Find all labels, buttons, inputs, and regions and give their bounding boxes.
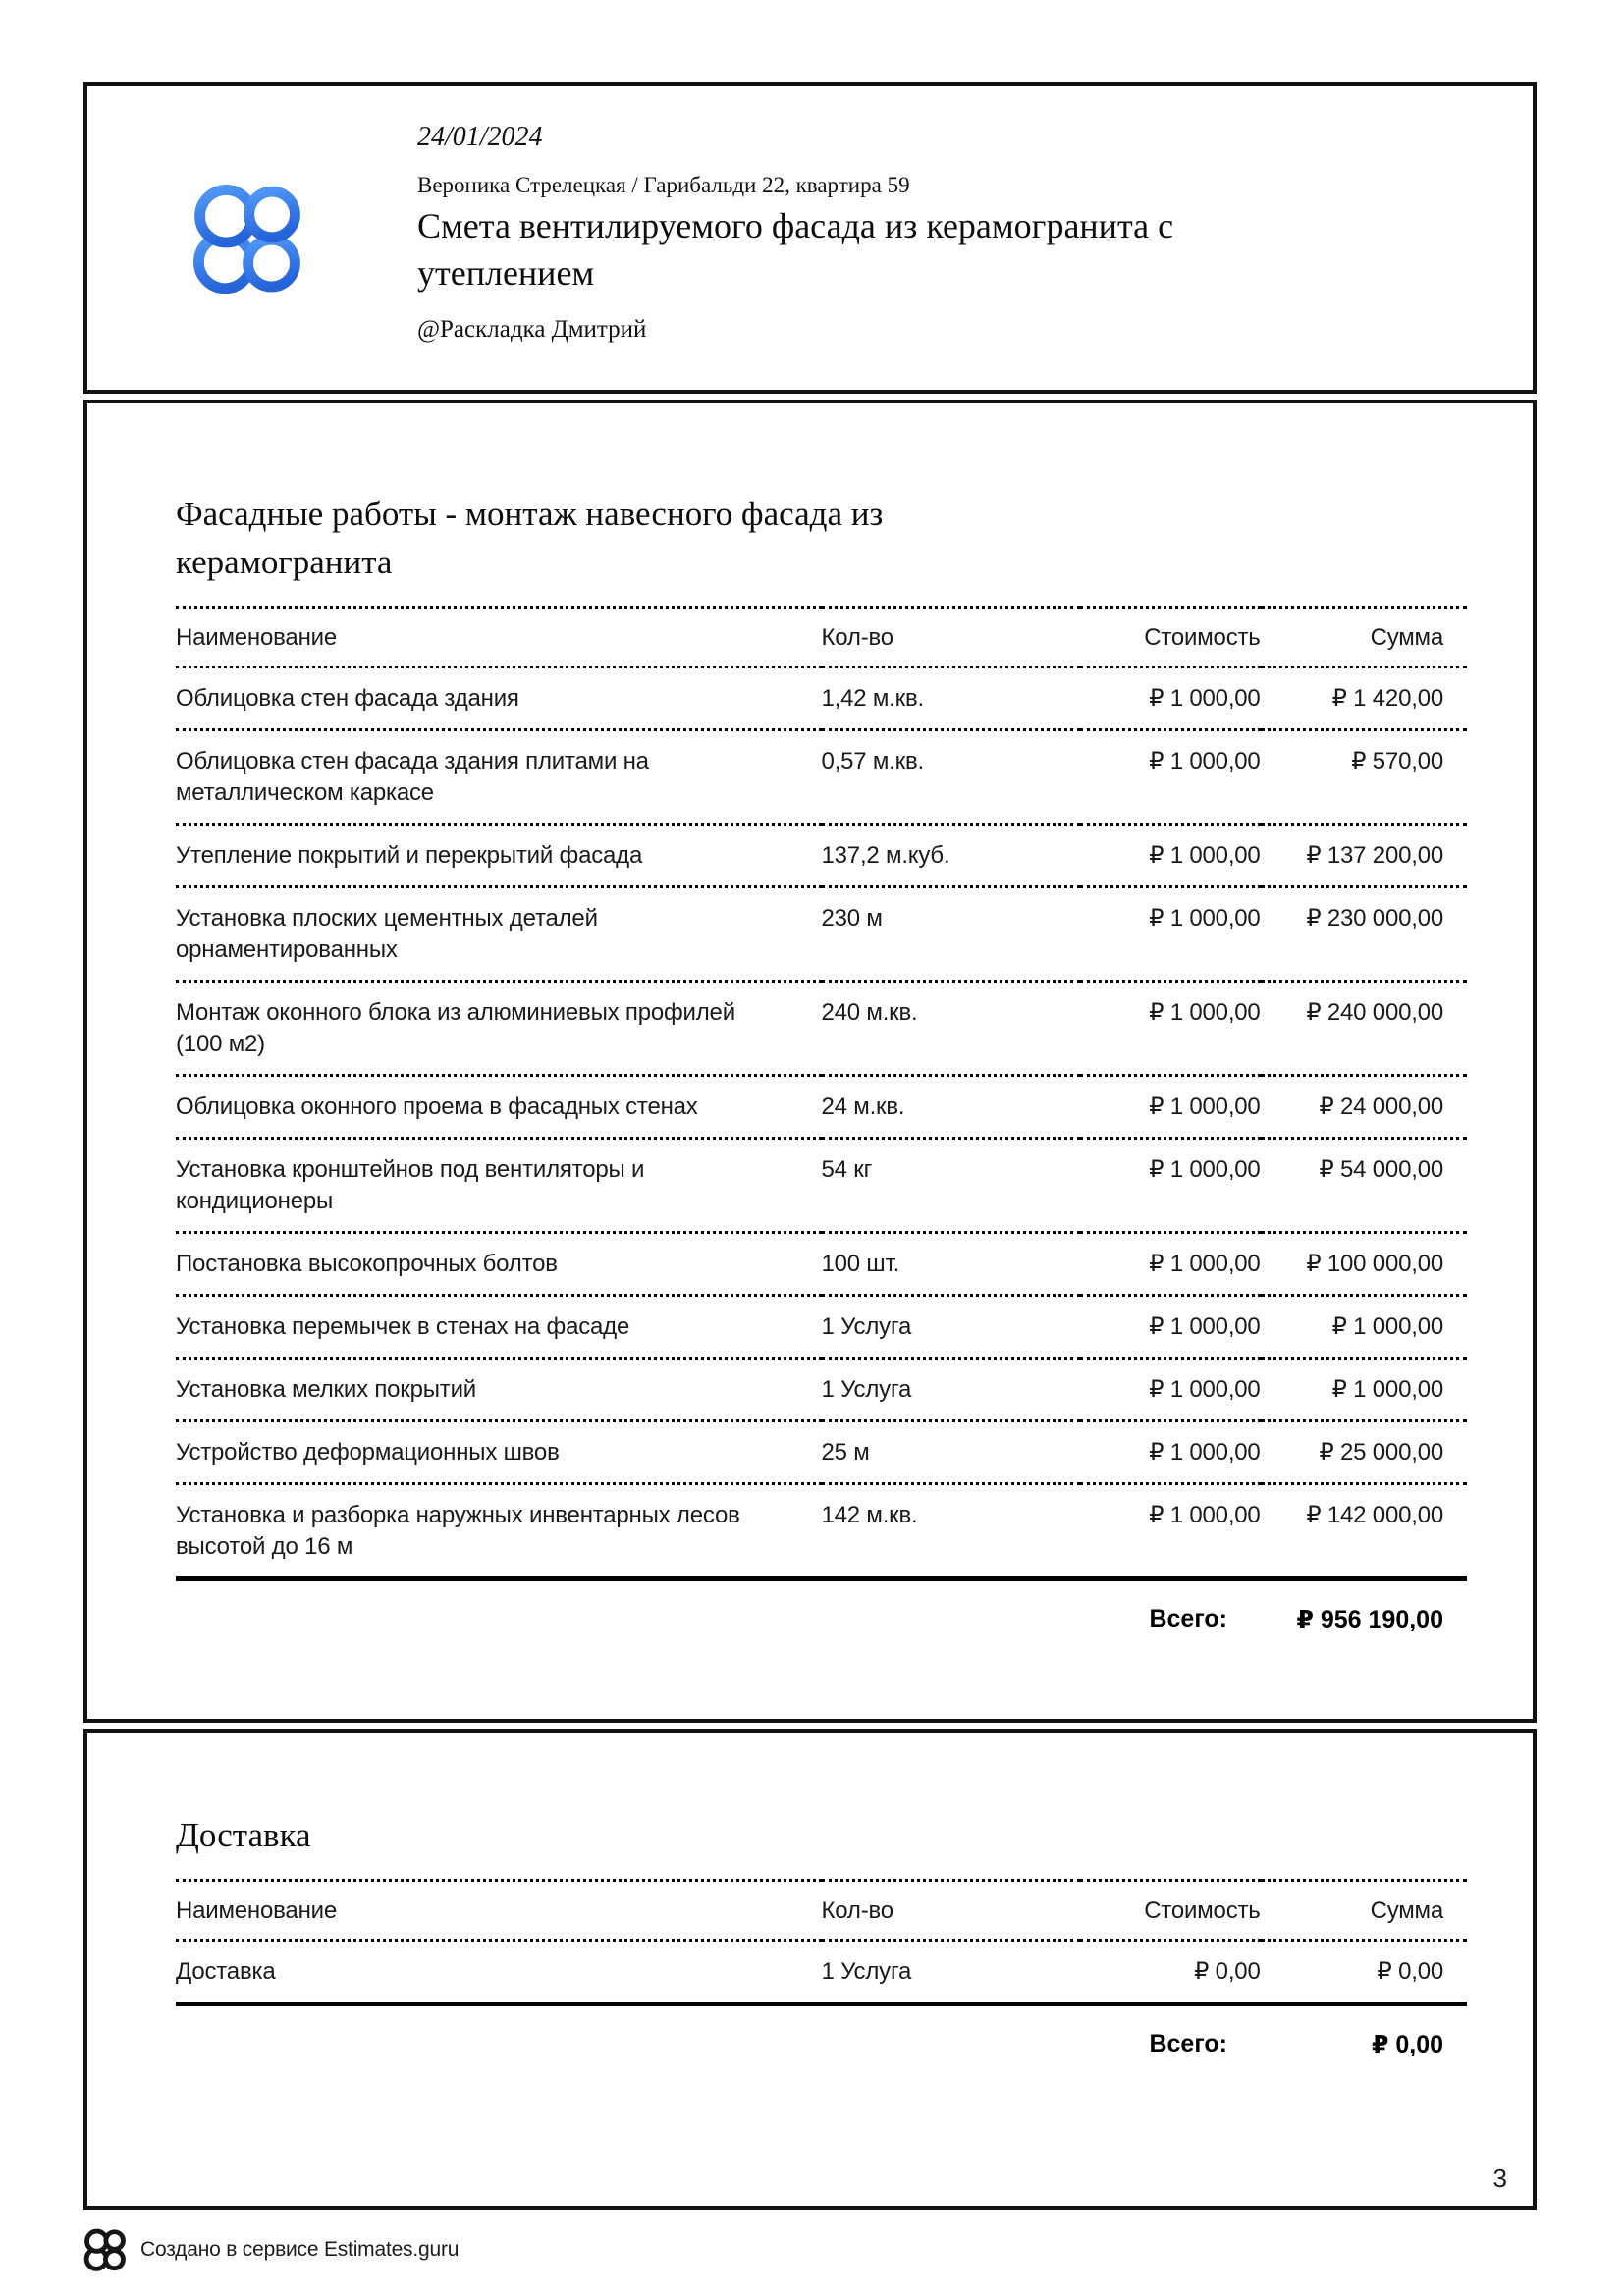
table-cell: ₽ 1 000,00 <box>1080 1076 1261 1139</box>
table-cell: ₽ 1 000,00 <box>1080 1139 1261 1233</box>
section-heading: Доставка <box>176 1816 311 1854</box>
table-row <box>176 1484 1467 1579</box>
table-header-row <box>176 1881 1467 1941</box>
table-cell: Установка мелких покрытий <box>176 1359 822 1421</box>
header-box <box>83 82 1537 394</box>
table-cell: 230 м <box>822 887 1080 982</box>
table-row <box>176 1233 1467 1296</box>
section-heading: Фасадные работы - монтаж навесного фасада из керамогранита <box>176 495 884 581</box>
table-cell: 142 м.кв. <box>822 1484 1080 1579</box>
estimates-guru-footer-logo-icon <box>83 2228 127 2271</box>
document-title: Смета вентилируемого фасада из керамогранита с утеплением <box>417 206 1174 293</box>
table-cell: ₽ 570,00 <box>1261 730 1467 825</box>
table-cell: ₽ 100 000,00 <box>1261 1233 1467 1296</box>
table-cell: ₽ 1 000,00 <box>1080 667 1261 730</box>
column-header: Стоимость <box>1080 608 1261 667</box>
table-cell: 137,2 м.куб. <box>822 825 1080 887</box>
table-cell: ₽ 1 000,00 <box>1261 1359 1467 1421</box>
items-table <box>176 606 1467 1581</box>
table-cell: ₽ 25 000,00 <box>1261 1421 1467 1484</box>
table-row <box>176 1076 1467 1139</box>
total-label: Всего: <box>1149 2030 1227 2057</box>
table-row <box>176 825 1467 887</box>
column-header: Сумма <box>1261 1881 1467 1941</box>
table-cell: ₽ 24 000,00 <box>1261 1076 1467 1139</box>
table-row <box>176 1296 1467 1359</box>
table-cell: 1 Услуга <box>822 1941 1080 2004</box>
table-cell: Постановка высокопрочных болтов <box>176 1233 822 1296</box>
table-cell: 24 м.кв. <box>822 1076 1080 1139</box>
table-cell: ₽ 1 000,00 <box>1080 825 1261 887</box>
column-header: Кол-во <box>822 608 1080 667</box>
table-row <box>176 982 1467 1076</box>
table-cell: Облицовка стен фасада здания плитами на металлическом каркасе <box>176 730 822 825</box>
table-cell: ₽ 1 000,00 <box>1080 1233 1261 1296</box>
footer-credit: Создано в сервисе Estimates.guru <box>140 2238 460 2261</box>
table-cell: Установка и разборка наружных инвентарных лесов высотой до 16 м <box>176 1484 822 1579</box>
table-header-row <box>176 608 1467 667</box>
estimates-guru-logo-icon <box>191 183 303 294</box>
total-value: ₽ 0,00 <box>1372 2031 1443 2058</box>
table-cell: ₽ 1 000,00 <box>1080 982 1261 1076</box>
table-cell: ₽ 1 000,00 <box>1080 730 1261 825</box>
column-header: Стоимость <box>1080 1881 1261 1941</box>
items-table <box>176 1879 1467 2006</box>
table-cell: Доставка <box>176 1941 822 2004</box>
column-header: Сумма <box>1261 608 1467 667</box>
client-line: Вероника Стрелецкая / Гарибальди 22, квартира 59 <box>417 173 910 197</box>
table-row <box>176 1359 1467 1421</box>
table-cell: 54 кг <box>822 1139 1080 1233</box>
total-value: ₽ 956 190,00 <box>1296 1606 1443 1633</box>
totals-row <box>176 1605 1467 1634</box>
table-cell: ₽ 1 000,00 <box>1080 1359 1261 1421</box>
total-label: Всего: <box>1149 1605 1227 1632</box>
table-cell: Монтаж оконного блока из алюминиевых профилей (100 м2) <box>176 982 822 1076</box>
table-cell: Облицовка стен фасада здания <box>176 667 822 730</box>
table-cell: 25 м <box>822 1421 1080 1484</box>
totals-row <box>176 2030 1467 2059</box>
table-cell: 1,42 м.кв. <box>822 667 1080 730</box>
table-row <box>176 730 1467 825</box>
table-cell: ₽ 230 000,00 <box>1261 887 1467 982</box>
table-cell: ₽ 1 000,00 <box>1080 1296 1261 1359</box>
table-cell: ₽ 1 000,00 <box>1080 1421 1261 1484</box>
column-header: Кол-во <box>822 1881 1080 1941</box>
table-cell: 1 Услуга <box>822 1296 1080 1359</box>
table-cell: ₽ 142 000,00 <box>1261 1484 1467 1579</box>
table-cell: 240 м.кв. <box>822 982 1080 1076</box>
table-cell: Утепление покрытий и перекрытий фасада <box>176 825 822 887</box>
table-row <box>176 887 1467 982</box>
column-header: Наименование <box>176 1881 822 1941</box>
author-handle: @Раскладка Дмитрий <box>417 316 647 343</box>
table-cell: 0,57 м.кв. <box>822 730 1080 825</box>
document-date: 24/01/2024 <box>417 122 543 152</box>
table-cell: ₽ 1 000,00 <box>1080 1484 1261 1579</box>
table-cell: ₽ 1 000,00 <box>1080 887 1261 982</box>
page-number: 3 <box>1492 2163 1507 2193</box>
table-cell: 1 Услуга <box>822 1359 1080 1421</box>
table-cell: Установка перемычек в стенах на фасаде <box>176 1296 822 1359</box>
table-row <box>176 667 1467 730</box>
facade-works-section <box>83 400 1537 1723</box>
table-row <box>176 1421 1467 1484</box>
table-cell: ₽ 0,00 <box>1261 1941 1467 2004</box>
table-row <box>176 1941 1467 2004</box>
table-cell: ₽ 1 000,00 <box>1261 1296 1467 1359</box>
table-cell: ₽ 1 420,00 <box>1261 667 1467 730</box>
table-cell: Установка плоских цементных деталей орнаментированных <box>176 887 822 982</box>
footer <box>83 2228 459 2271</box>
table-cell: ₽ 137 200,00 <box>1261 825 1467 887</box>
table-cell: ₽ 54 000,00 <box>1261 1139 1467 1233</box>
table-cell: 100 шт. <box>822 1233 1080 1296</box>
table-cell: ₽ 240 000,00 <box>1261 982 1467 1076</box>
delivery-section <box>83 1729 1537 2210</box>
table-row <box>176 1139 1467 1233</box>
table-cell: ₽ 0,00 <box>1080 1941 1261 2004</box>
column-header: Наименование <box>176 608 822 667</box>
table-cell: Облицовка оконного проема в фасадных стенах <box>176 1076 822 1139</box>
table-cell: Установка кронштейнов под вентиляторы и кондиционеры <box>176 1139 822 1233</box>
table-cell: Устройство деформационных швов <box>176 1421 822 1484</box>
